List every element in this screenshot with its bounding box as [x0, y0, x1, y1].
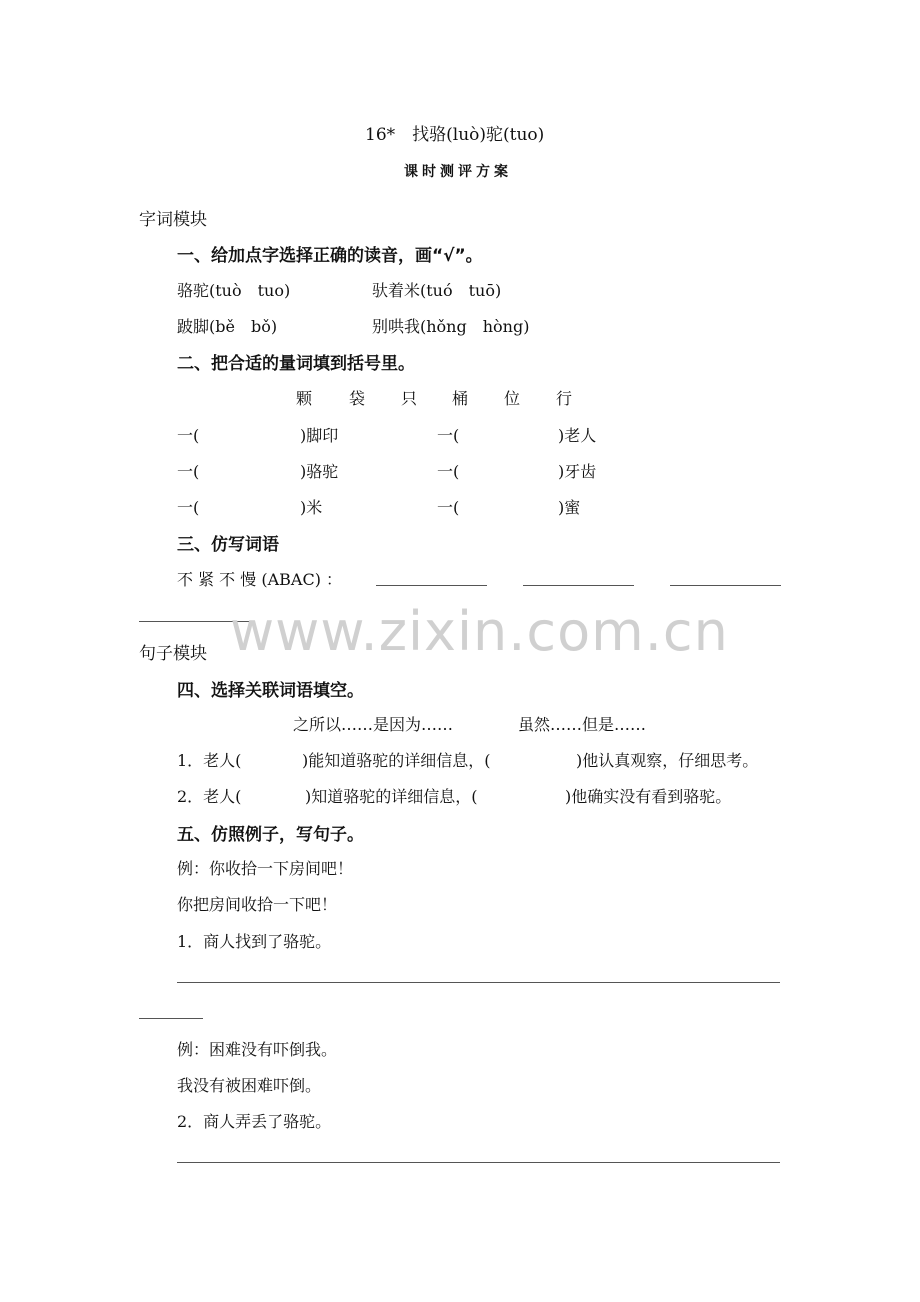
q1-item-4: 别哄我(hǒng hòng) — [372, 317, 530, 336]
question-1-title: 一、给加点字选择正确的读音，画“√”。 — [177, 246, 483, 266]
q2-prefix: 一( — [437, 498, 460, 517]
q4-sentence-2-part-3: )他确实没有看到骆驼。 — [565, 787, 732, 806]
q1-item-1: 骆驼(tuò tuo) — [177, 281, 291, 300]
q4-option-1: 之所以……是因为…… — [293, 715, 454, 734]
q2-item-5: )米 — [300, 498, 323, 517]
measure-word: 袋 — [349, 389, 366, 408]
q2-item-6: )蜜 — [558, 498, 581, 517]
question-4-title: 四、选择关联词语填空。 — [177, 681, 364, 701]
q4-sentence-1-part-2: )能知道骆驼的详细信息，( — [302, 751, 491, 770]
q4-sentence-2-part-1: 2．老人( — [177, 787, 242, 806]
measure-word: 颗 — [296, 389, 313, 408]
doc-title: 16* 找骆(luò)驼(tuo) — [365, 125, 545, 145]
q5-example-2: 例：困难没有吓倒我。 — [177, 1040, 338, 1059]
doc-subtitle: 课时测评方案 — [404, 164, 512, 180]
q4-sentence-1-part-3: )他认真观察，仔细思考。 — [576, 751, 759, 770]
q3-example: 不 紧 不 慢 (ABAC) ： — [177, 570, 343, 589]
answer-line — [177, 1162, 780, 1163]
q2-prefix: 一( — [177, 498, 200, 517]
measure-word: 只 — [401, 389, 418, 408]
answer-line — [670, 585, 781, 586]
q4-sentence-1-part-1: 1．老人( — [177, 751, 242, 770]
q2-prefix: 一( — [177, 426, 200, 445]
answer-line — [376, 585, 487, 586]
q4-sentence-2-part-2: )知道骆驼的详细信息，( — [305, 787, 478, 806]
q1-item-3: 跛脚(bě bǒ) — [177, 317, 278, 336]
q5-example-1-answer: 你把房间收拾一下吧！ — [177, 895, 338, 914]
answer-line — [177, 982, 780, 983]
watermark: www.zixin.com.cn — [230, 600, 729, 663]
measure-word: 位 — [504, 389, 521, 408]
q5-example-2-answer: 我没有被困难吓倒。 — [177, 1076, 322, 1095]
question-2-title: 二、把合适的量词填到括号里。 — [177, 354, 415, 374]
q2-prefix: 一( — [177, 462, 200, 481]
question-3-title: 三、仿写词语 — [177, 535, 279, 555]
q1-item-2: 驮着米(tuó tuō) — [372, 281, 502, 300]
q2-prefix: 一( — [437, 426, 460, 445]
answer-line — [523, 585, 634, 586]
q2-item-2: )老人 — [558, 426, 597, 445]
measure-word: 桶 — [452, 389, 469, 408]
q5-item-1: 1．商人找到了骆驼。 — [177, 932, 332, 951]
question-5-title: 五、仿照例子，写句子。 — [177, 825, 364, 845]
q4-option-2: 虽然……但是…… — [518, 715, 647, 734]
q2-item-1: )脚印 — [300, 426, 339, 445]
q2-item-4: )牙齿 — [558, 462, 597, 481]
section-heading-sentences: 句子模块 — [139, 644, 207, 664]
q2-item-3: )骆驼 — [300, 462, 339, 481]
q2-prefix: 一( — [437, 462, 460, 481]
q5-example-1: 例：你收拾一下房间吧！ — [177, 859, 354, 878]
measure-word: 行 — [556, 389, 573, 408]
answer-line — [139, 1018, 203, 1019]
section-heading-words: 字词模块 — [139, 210, 207, 230]
q5-item-2: 2．商人弄丢了骆驼。 — [177, 1112, 332, 1131]
